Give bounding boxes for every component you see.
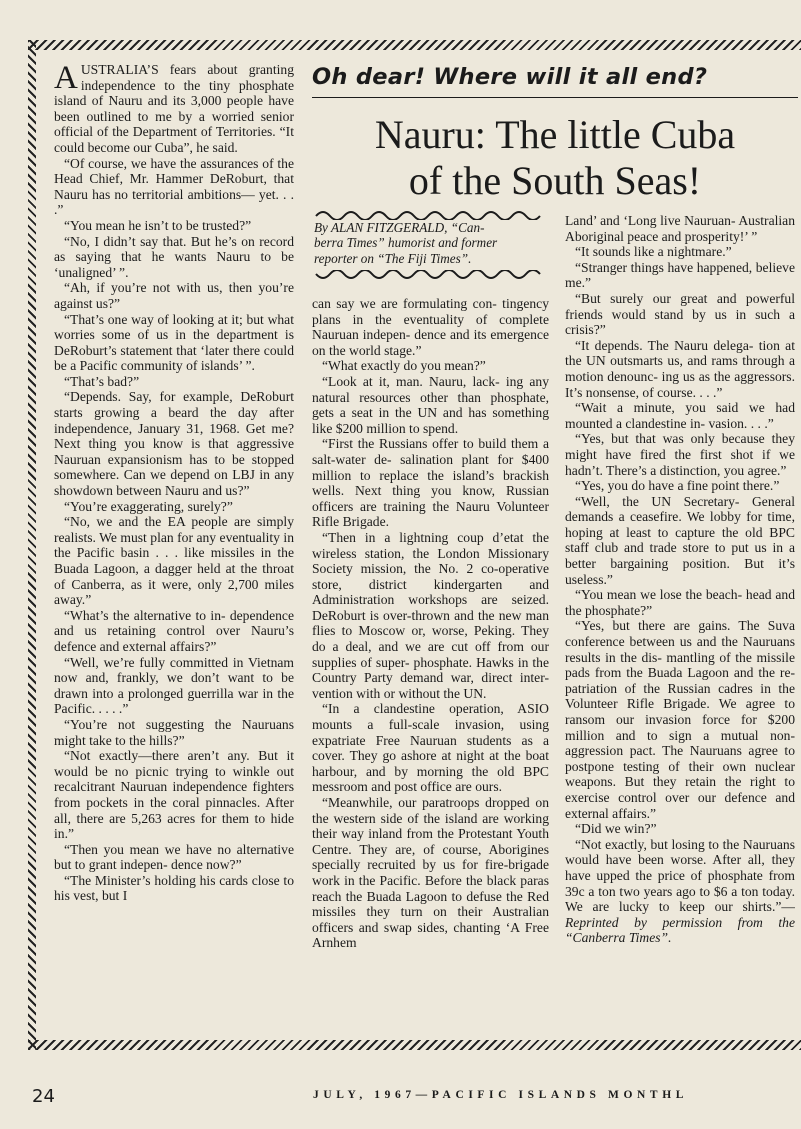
byline — [314, 220, 542, 266]
paragraph: “Then you mean we have no alternative but to grant indepen- dence now?” — [54, 841, 294, 873]
reprint-credit: Reprinted by permission from the “Canberra Times”. — [565, 914, 795, 946]
headline-line-1: Nauru: The little Cuba — [374, 112, 736, 157]
paragraph: “What exactly do you mean?” — [322, 358, 486, 374]
wave-ornament-top — [314, 206, 542, 220]
paragraph: “Not exactly—there aren’t any. But it would be no picnic trying to winkle out recalcitrant Nauruan independence fighters from pockets in the coral pinnacles. After all, there are 5,263 acres for them to hide in.” — [54, 748, 294, 842]
paragraph: “You mean we lose the beach- head and the phosphate?” — [565, 587, 795, 618]
paragraph: “Yes, you do have a fine point there.” — [575, 478, 780, 494]
paragraph: “It sounds like a nightmare.” — [575, 244, 732, 260]
paragraph: “Well, the UN Secretary- General demands a ceasefire. We lobby for time, hoping at least to capture the old BPC staff club and trade store to put us in a better bargaining position. But it’s useless.” — [565, 493, 795, 587]
article-column-2 — [312, 296, 549, 1037]
paragraph: Land’ and ‘Long live Nauruan- Australian Aboriginal peace and prosperity!’ ” — [565, 213, 795, 244]
paragraph: can say we are formulating con- tingency plans in the eventuality of complete Nauruan indepen- dence and its emergence on the world stage.” — [312, 296, 549, 358]
closing-text: “Not exactly, but losing to the Nauruans would have been worse. After all, they have upped the price of phosphate from 39c a ton two years ago to $6 a ton today. We are lucky to keep our shirts.”— — [565, 836, 795, 915]
decorative-border-top — [28, 40, 801, 50]
paragraph: “Depends. Say, for example, DeRoburt starts growing a beard the day after independence, January 31, 1968. Get me? Next thing you know is that aggressive Nauruan expansionism has to be stopped somewhere. Can we depend on LBJ in any showdown between Nauru and us?” — [54, 389, 294, 499]
lead-paragraph — [54, 62, 294, 156]
paragraph: “The Minister’s holding his cards close to his vest, but I — [54, 872, 294, 904]
headline — [312, 112, 798, 204]
paragraph: “You mean he isn’t to be trusted?” — [64, 217, 252, 233]
paragraph: “That’s bad?” — [64, 373, 140, 389]
lead-paragraph-text: USTRALIA’S fears about granting independence to the tiny phosphate island of Nauru and its 3,000 people have been outlined to me by a worried senior official of the Department of Territories. “It could become our Cuba”, he said. — [54, 62, 294, 155]
paragraph: “Ah, if you’re not with us, then you’re against us?” — [54, 280, 294, 311]
paragraph — [565, 837, 795, 946]
paragraph: “You’re not suggesting the Nauruans might take to the hills?” — [54, 716, 294, 748]
byline-prefix: By ALAN FITZGERALD, “Can- — [314, 220, 485, 235]
page-footer — [0, 1084, 801, 1114]
footer-publication-date: JULY, 1967—PACIFIC ISLANDS MONTHL — [313, 1089, 689, 1101]
paragraph: “First the Russians offer to build them a salt-water de- salination plant for $400 million to replace the island’s brackish wells. Next thing you know, Russian officers are training the Nauru Volunteer Rifle Brigade. — [312, 436, 549, 530]
byline-rest: berra Times” humorist and former reporter on “The Fiji Times”. — [314, 235, 498, 266]
paragraph: “Look at it, man. Nauru, lack- ing any natural resources other than phosphate, gets a seat in the UN and has something like $200 million to spend. — [312, 373, 549, 436]
paragraph: “Yes, but that was only because they might have fired the first shot if we hadn’t. There’s a distinction, you agree.” — [565, 431, 795, 478]
page-number: 24 — [32, 1086, 55, 1107]
paragraph: “Yes, but there are gains. The Suva conference between us and the Nauruans results in the dis- mantling of the missile pads from the Buada Lagoon and the re- patriation of the Russian cadres in the Volunteer Rifle Brigade. We agree to ransom our invasion force for $200 million and to sign a mutual non-aggression pact. The Nauruans agree to postpone testing of their own nuclear weapons. But they retain the right to exercise control over our defence and external affairs.” — [565, 618, 795, 821]
decorative-border-bottom — [28, 1040, 801, 1050]
paragraph: “Stranger things have happened, believe me.” — [565, 259, 795, 291]
headline-line-2: of the South Seas! — [408, 158, 702, 203]
paragraph: “Then in a lightning coup d’etat the wireless station, the London Missionary Society mission, the No. 2 co-operative store, district kindergarten and Administration workshops are seized. DeRoburt is over-thrown and the new man flies to Moscow or, worse, Peking. They do a deal, and we are cut off from our supplies of super- phosphate. Hawks in the Country Party demand war, direct inter- vention with or without the UN. — [312, 529, 549, 701]
kicker-rule — [312, 97, 798, 98]
paragraph: “In a clandestine operation, ASIO mounts a full-scale invasion, using expatriate Free Nauruan students as a cover. They go ashore at night at the boat harbour, and by morning the old BPC messroom and post office are ours. — [312, 701, 549, 795]
paragraph: “No, we and the EA people are simply realists. We must plan for any eventuality in the Pacific basin . . . like missiles in the Buada Lagoon, a dagger held at the throat of Canberra, as it were, only 2,700 miles away.” — [54, 514, 294, 608]
paragraph: “That’s one way of looking at it; but what worries some of us in the department is DeRoburt’s statement that ‘later there could be a Pacific community of islands’ ”. — [54, 311, 294, 374]
decorative-border-left — [28, 40, 36, 1050]
drop-cap: A — [54, 62, 78, 96]
paragraph: “Meanwhile, our paratroops dropped on the western side of the island are working their way inland from the Protestant Youth Centre. They are, of course, Aborigines specially recruited by us for fire-brigade work in the Pacific. Before the black paras reach the Buada Lagoon to defuse the Red missiles they turn on their Australian officers and swap sides, chanting ‘A Free Arnhem — [312, 795, 549, 951]
paragraph: “Wait a minute, you said we had mounted a clandestine in- vasion. . . .” — [565, 400, 795, 431]
paragraph: “It depends. The Nauru delega- tion at the UN outsmarts us, and rams through a motion denounc- ing us as the aggressors. It’s nonsense, of course. . . .” — [565, 337, 795, 400]
wave-ornament-bottom — [314, 270, 542, 284]
paragraph: “Of course, we have the assurances of the Head Chief, Mr. Hammer DeRoburt, that Nauru has no territorial ambitions— yet. . . .” — [54, 155, 294, 218]
paragraph: “No, I didn’t say that. But he’s on record as saying that he wants Nauru to be ‘unaligned’ ”. — [54, 233, 294, 280]
article-column-1 — [54, 62, 294, 1037]
kicker-heading: Oh dear! Where will it all end? — [312, 64, 708, 90]
paragraph: “What’s the alternative to in- dependence and us retaining control over Nauru’s defence and external affairs?” — [54, 607, 294, 654]
paragraph: “Did we win?” — [575, 821, 657, 837]
paragraph: “But surely our great and powerful friends would stand by us in such a crisis?” — [565, 290, 795, 338]
paragraph: “You’re exaggerating, surely?” — [64, 498, 233, 514]
article-column-3 — [565, 213, 795, 1037]
paragraph: “Well, we’re fully committed in Vietnam now and, frankly, we don’t want to be drawn into a prolonged guerrilla war in the Pacific. . . . .” — [54, 654, 294, 717]
